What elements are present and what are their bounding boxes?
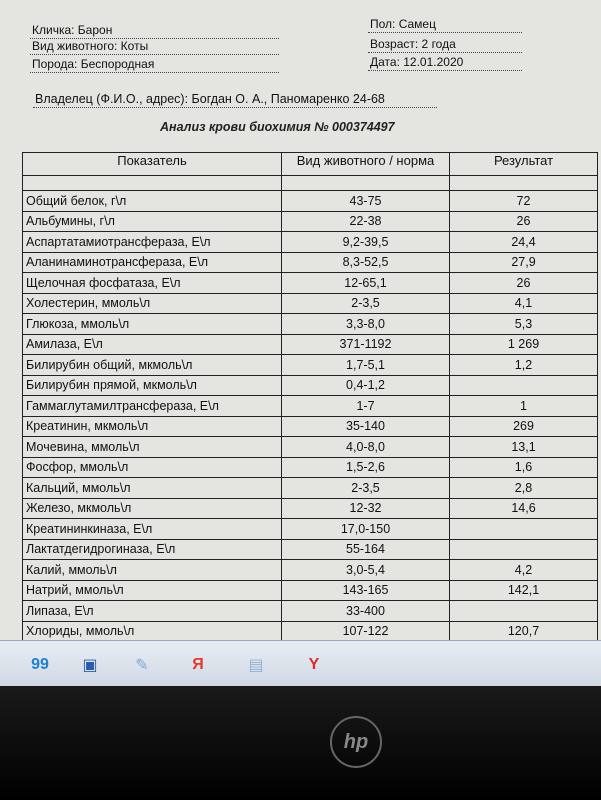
result-cell: 142,1 — [450, 580, 598, 601]
table-row — [23, 457, 598, 478]
table-row — [23, 498, 598, 519]
yandex-browser-glyph: Y — [308, 656, 320, 673]
result-cell: 26 — [450, 211, 598, 232]
norm-cell: 33-400 — [282, 601, 450, 622]
norm-cell: 43-75 — [282, 191, 450, 212]
result-cell — [450, 601, 598, 622]
indicator-cell: Аспартатамиотрансфераза, Е\л — [23, 232, 282, 253]
norm-cell: 3,3-8,0 — [282, 314, 450, 335]
table-row — [23, 621, 598, 640]
laptop-bezel — [0, 686, 601, 800]
column-header-norm: Вид животного / норма — [282, 153, 450, 176]
result-cell: 24,4 — [450, 232, 598, 253]
document-glyph: ▤ — [248, 657, 264, 674]
indicator-cell: Альбумины, г\л — [23, 211, 282, 232]
breed-field: Порода: Беспородная — [30, 57, 279, 73]
table-row — [23, 293, 598, 314]
indicator-cell: Липаза, Е\л — [23, 601, 282, 622]
result-cell — [450, 539, 598, 560]
age-field: Возраст: 2 года — [368, 37, 522, 53]
result-cell: 1 — [450, 396, 598, 417]
indicator-cell: Калий, ммоль\л — [23, 560, 282, 581]
indicator-cell: Аланинаминотрансфераза, Е\л — [23, 252, 282, 273]
table-row — [23, 191, 598, 212]
norm-cell: 2-3,5 — [282, 293, 450, 314]
result-cell: 4,2 — [450, 560, 598, 581]
norm-cell: 22-38 — [282, 211, 450, 232]
norm-cell: 0,4-1,2 — [282, 375, 450, 396]
norm-cell: 12-65,1 — [282, 273, 450, 294]
indicator-cell: Кальций, ммоль\л — [23, 478, 282, 499]
table-row — [23, 601, 598, 622]
indicator-cell: Натрий, ммоль\л — [23, 580, 282, 601]
analysis-title: Анализ крови биохимия № 000374497 — [160, 120, 395, 134]
result-cell: 2,8 — [450, 478, 598, 499]
table-row — [23, 273, 598, 294]
species-field: Вид животного: Коты — [30, 39, 279, 55]
norm-cell: 3,0-5,4 — [282, 560, 450, 581]
yandex-icon[interactable] — [182, 649, 214, 681]
result-cell: 4,1 — [450, 293, 598, 314]
result-cell — [450, 375, 598, 396]
date-field: Дата: 12.01.2020 — [368, 55, 522, 71]
indicator-cell: Глюкоза, ммоль\л — [23, 314, 282, 335]
indicator-cell: Креатининкиназа, Е\л — [23, 519, 282, 540]
nickname-field: Кличка: Барон — [30, 23, 279, 39]
result-cell: 1 269 — [450, 334, 598, 355]
norm-cell: 371-1192 — [282, 334, 450, 355]
yandex-glyph: Я — [192, 656, 204, 673]
table-row — [23, 580, 598, 601]
results-table — [22, 152, 598, 640]
norm-cell: 35-140 — [282, 416, 450, 437]
table-row — [23, 560, 598, 581]
document-icon[interactable] — [240, 649, 272, 681]
norm-cell: 12-32 — [282, 498, 450, 519]
indicator-cell: Билирубин общий, мкмоль\л — [23, 355, 282, 376]
indicator-cell: Лактатдегидрогиназа, Е\л — [23, 539, 282, 560]
owner-field: Владелец (Ф.И.О., адрес): Богдан О. А., Паномаренко 24-68 — [33, 92, 437, 108]
indicator-cell: Железо, мкмоль\л — [23, 498, 282, 519]
yandex-browser-icon[interactable] — [298, 649, 330, 681]
norm-cell: 17,0-150 — [282, 519, 450, 540]
table-header-row — [23, 153, 598, 176]
norm-cell: 2-3,5 — [282, 478, 450, 499]
taskbar — [0, 640, 601, 687]
norm-cell: 107-122 — [282, 621, 450, 640]
result-cell: 13,1 — [450, 437, 598, 458]
indicator-cell: Холестерин, ммоль\л — [23, 293, 282, 314]
result-cell: 1,6 — [450, 457, 598, 478]
hp-logo-icon: hp — [330, 716, 382, 768]
indicator-cell: Гаммаглутамилтрансфераза, Е\л — [23, 396, 282, 417]
table-row — [23, 314, 598, 335]
table-row — [23, 478, 598, 499]
result-cell: 72 — [450, 191, 598, 212]
save-icon[interactable] — [74, 649, 106, 681]
table-row — [23, 519, 598, 540]
result-cell: 1,2 — [450, 355, 598, 376]
indicator-cell: Щелочная фосфатаза, Е\л — [23, 273, 282, 294]
norm-cell: 143-165 — [282, 580, 450, 601]
norm-cell: 9,2-39,5 — [282, 232, 450, 253]
table-row — [23, 355, 598, 376]
norm-cell: 1,5-2,6 — [282, 457, 450, 478]
result-cell: 27,9 — [450, 252, 598, 273]
indicator-cell: Фосфор, ммоль\л — [23, 457, 282, 478]
table-row — [23, 334, 598, 355]
table-row — [23, 252, 598, 273]
column-header-result: Результат — [450, 153, 598, 176]
norm-cell: 4,0-8,0 — [282, 437, 450, 458]
norm-cell: 1,7-5,1 — [282, 355, 450, 376]
result-cell — [450, 519, 598, 540]
result-cell: 5,3 — [450, 314, 598, 335]
column-header-indicator: Показатель — [23, 153, 282, 176]
indicator-cell: Общий белок, г\л — [23, 191, 282, 212]
indicator-cell: Билирубин прямой, мкмоль\л — [23, 375, 282, 396]
norm-cell: 8,3-52,5 — [282, 252, 450, 273]
indicator-cell: Амилаза, Е\л — [23, 334, 282, 355]
paint-icon[interactable] — [126, 649, 158, 681]
table-row — [23, 375, 598, 396]
skype-icon[interactable] — [24, 649, 56, 681]
table-row — [23, 211, 598, 232]
save-glyph: ▣ — [82, 657, 98, 674]
table-row — [23, 396, 598, 417]
indicator-cell: Хлориды, ммоль\л — [23, 621, 282, 640]
result-cell: 120,7 — [450, 621, 598, 640]
skype-glyph: 99 — [31, 656, 49, 673]
table-row — [23, 416, 598, 437]
indicator-cell: Креатинин, мкмоль\л — [23, 416, 282, 437]
indicator-cell: Мочевина, ммоль\л — [23, 437, 282, 458]
result-cell: 26 — [450, 273, 598, 294]
table-spacer-row — [23, 176, 598, 191]
result-cell: 269 — [450, 416, 598, 437]
norm-cell: 55-164 — [282, 539, 450, 560]
paint-glyph: ✎ — [135, 657, 149, 674]
norm-cell: 1-7 — [282, 396, 450, 417]
table-row — [23, 437, 598, 458]
sex-field: Пол: Самец — [368, 17, 522, 33]
table-row — [23, 539, 598, 560]
table-row — [23, 232, 598, 253]
result-cell: 14,6 — [450, 498, 598, 519]
